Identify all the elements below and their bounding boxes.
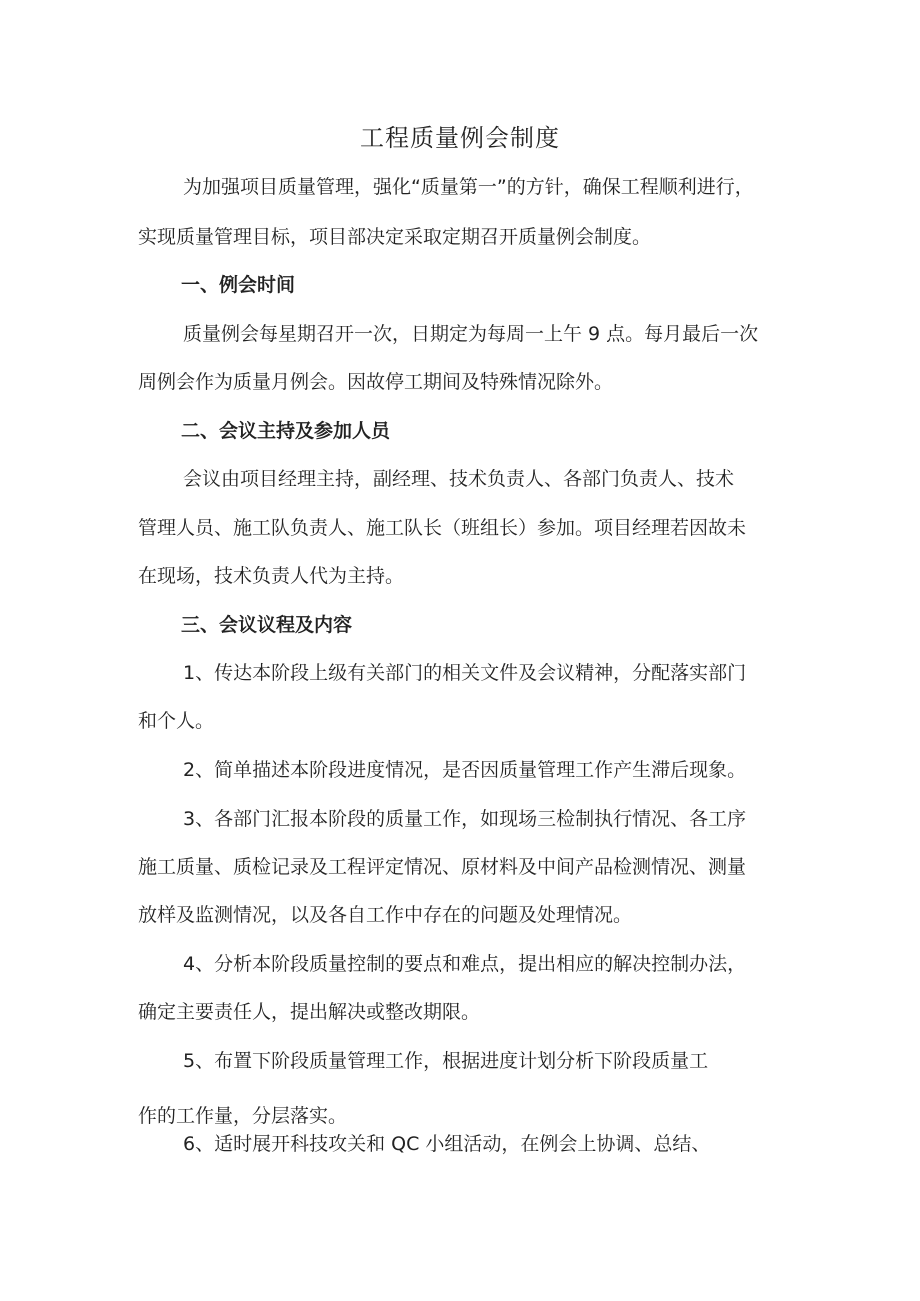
agenda-item-5-line-2: 作的工作量，分层落实。 bbox=[138, 1105, 348, 1127]
agenda-item-1-line-2: 和个人。 bbox=[138, 710, 215, 732]
section-time-line-2: 周例会作为质量月例会。因故停工期间及特殊情况除外。 bbox=[138, 371, 614, 393]
agenda-item-3-line-3: 放样及监测情况，以及各自工作中存在的问题及处理情况。 bbox=[138, 904, 633, 926]
section-heading-attendees: 二、会议主持及参加人员 bbox=[181, 420, 391, 442]
section-time-line-1: 质量例会每星期召开一次，日期定为每周一上午 9 点。每月最后一次 bbox=[183, 323, 759, 345]
agenda-item-5-line-1: 5、布置下阶段质量管理工作，根据进度计划分析下阶段质量工 bbox=[183, 1050, 709, 1072]
document-title: 工程质量例会制度 bbox=[360, 124, 560, 152]
agenda-item-4-line-1: 4、分析本阶段质量控制的要点和难点，提出相应的解决控制办法， bbox=[183, 953, 747, 975]
section-attendees-line-3: 在现场，技术负责人代为主持。 bbox=[138, 565, 405, 587]
agenda-item-6-line-1: 6、适时展开科技攻关和 QC 小组活动，在例会上协调、总结、 bbox=[183, 1133, 711, 1155]
agenda-item-3-line-1: 3、各部门汇报本阶段的质量工作，如现场三检制执行情况、各工序 bbox=[183, 808, 747, 830]
agenda-item-1-line-1: 1、传达本阶段上级有关部门的相关文件及会议精神，分配落实部门 bbox=[183, 662, 747, 684]
agenda-item-2-line-1: 2、简单描述本阶段进度情况，是否因质量管理工作产生滞后现象。 bbox=[183, 759, 747, 781]
agenda-item-3-line-2: 施工质量、质检记录及工程评定情况、原材料及中间产品检测情况、测量 bbox=[138, 856, 747, 878]
section-attendees-line-1: 会议由项目经理主持，副经理、技术负责人、各部门负责人、技术 bbox=[183, 468, 735, 490]
intro-line-2: 实现质量管理目标，项目部决定采取定期召开质量例会制度。 bbox=[138, 226, 652, 248]
section-attendees-line-2: 管理人员、施工队负责人、施工队长（班组长）参加。项目经理若因故未 bbox=[138, 517, 747, 539]
section-heading-time: 一、例会时间 bbox=[181, 274, 296, 296]
intro-line-1: 为加强项目质量管理，强化“质量第一”的方针，确保工程顺利进行， bbox=[183, 176, 754, 198]
section-heading-agenda: 三、会议议程及内容 bbox=[181, 614, 353, 636]
agenda-item-4-line-2: 确定主要责任人，提出解决或整改期限。 bbox=[138, 1001, 481, 1023]
